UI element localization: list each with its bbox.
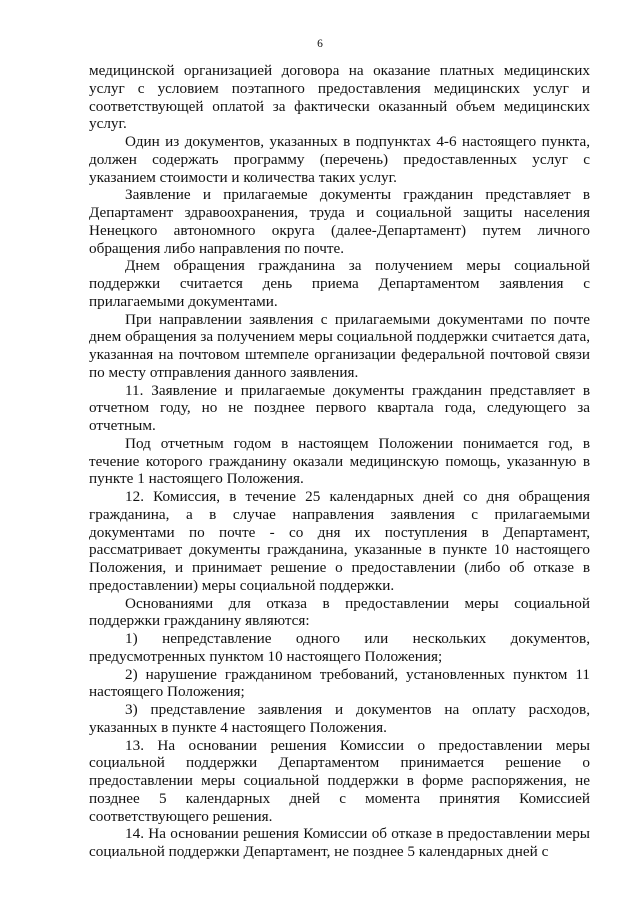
paragraph-application-day: Днем обращения гражданина за получением меры социальной поддержки считается день приема Департаментом заявления с прилагаемыми документами. <box>89 257 590 310</box>
document-body <box>89 62 590 861</box>
page-number: 6 <box>317 38 323 50</box>
paragraph-refusal-grounds: Основаниями для отказа в предоставлении меры социальной поддержки гражданину являются: <box>89 594 590 630</box>
paragraph-continuation: медицинской организацией договора на оказание платных медицинских услуг с условием поэтапного предоставления медицинских услуг и соответствующей оплатой за фактически оказанный объем медицинских услуг. <box>89 62 590 133</box>
paragraph-reporting-year: Под отчетным годом в настоящем Положении понимается год, в течение которого гражданину оказали медицинскую помощь, указанную в пункте 1 настоящего Положения. <box>89 434 590 488</box>
paragraph-submission: Заявление и прилагаемые документы гражданин представляет в Департамент здравоохранения, труда и социальной защиты населения Ненецкого автономного округа (далее-Департамент) путем личного обращения либо направления по почте. <box>89 186 590 257</box>
paragraph-documents-program: Один из документов, указанных в подпунктах 4-6 настоящего пункта, должен содержать программу (перечень) предоставленных услуг с указанием стоимости и количества таких услуг. <box>89 133 590 186</box>
paragraph-postal-date: При направлении заявления с прилагаемыми документами по почте днем обращения за получением меры социальной поддержки считается дата, указанная на почтовом штемпеле организации федеральной почтовой связи по месту отправления данного заявления. <box>89 310 590 381</box>
paragraph-item-13: 13. На основании решения Комиссии о предоставлении меры социальной поддержки Департаментом принимается решение о предоставлении меры социальной поддержки в форме распоряжения, не позднее 5 календарных дней с момента принятия Комиссией соответствующего решения. <box>89 736 590 825</box>
paragraph-item-14: 14. На основании решения Комиссии об отказе в предоставлении меры социальной поддержки Департамент, не позднее 5 календарных дней с <box>89 825 590 860</box>
paragraph-ground-3: 3) представление заявления и документов на оплату расходов, указанных в пункте 4 настоящего Положения. <box>89 701 590 736</box>
paragraph-item-11: 11. Заявление и прилагаемые документы гражданин представляет в отчетном году, но не позднее первого квартала года, следующего за отчетным. <box>89 381 590 434</box>
paragraph-ground-2: 2) нарушение гражданином требований, установленных пунктом 11 настоящего Положения; <box>89 665 590 701</box>
paragraph-ground-1: 1) непредставление одного или нескольких документов, предусмотренных пунктом 10 настоящего Положения; <box>89 630 590 665</box>
paragraph-item-12: 12. Комиссия, в течение 25 календарных дней со дня обращения гражданина, а в случае направления заявления с прилагаемыми документами по почте - со дня их поступления в Департамент, рассматривает документы гражданина, указанные в пункте 10 настоящего Положения, и принимает решение о предоставлении (либо об отказе в предоставлении) меры социальной поддержки. <box>89 488 590 594</box>
